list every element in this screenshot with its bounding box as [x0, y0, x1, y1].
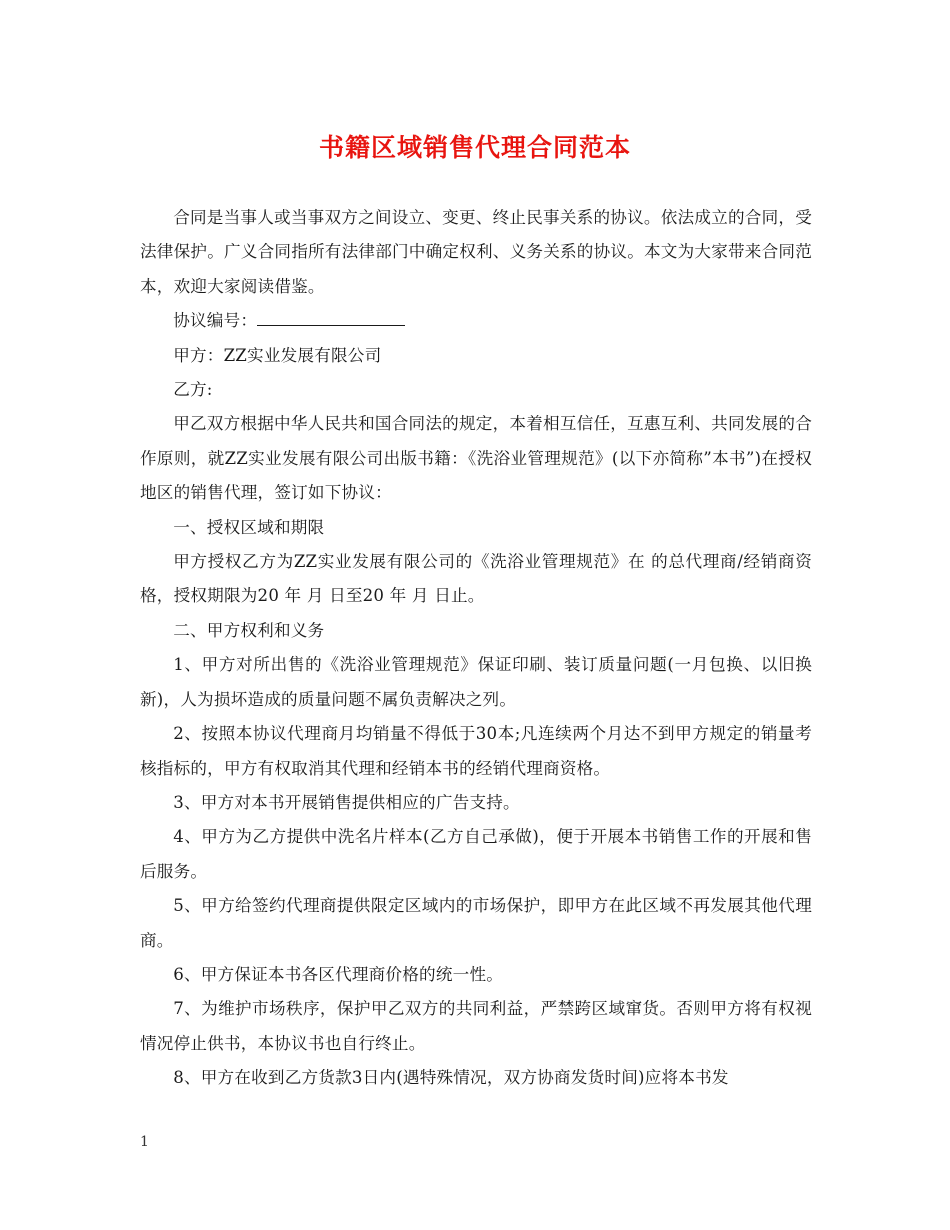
page-number: 1: [140, 1134, 149, 1150]
clause-paragraph: 4、甲方为乙方提供中洗名片样本(乙方自己承做)，便于开展本书销售工作的开展和售后服务。: [140, 827, 812, 881]
clause-paragraph: 3、甲方对本书开展销售提供相应的广告支持。: [173, 792, 520, 812]
clause-paragraph: 8、甲方在收到乙方货款3日内(遇特殊情况，双方协商发货时间)应将本书发: [173, 1068, 729, 1088]
preamble-paragraph: 甲乙双方根据中华人民共和国合同法的规定，本着相互信任，互惠互利、共同发展的合作原则，就ZZ实业发展有限公司出版书籍：《洗浴业管理规范》(以下亦简称”本书”)在授权地区的销售代理，签订如下协议：: [140, 414, 812, 503]
clause-paragraph: 6、甲方保证本书各区代理商价格的统一性。: [173, 964, 504, 984]
clause-paragraph: 5、甲方给签约代理商提供限定区域内的市场保护，即甲方在此区域不再发展其他代理商。: [140, 896, 812, 950]
party-a-line: 甲方：ZZ实业发展有限公司: [173, 345, 382, 365]
agreement-number-label: 协议编号：: [173, 311, 258, 331]
agreement-number-line: [140, 304, 812, 338]
clause-paragraph: 7、为维护市场秩序，保护甲乙双方的共同利益，严禁跨区域窜货。否则甲方将有权视情况停止供书，本协议书也自行终止。: [140, 999, 812, 1053]
section1-heading: 一、授权区域和期限: [173, 517, 325, 537]
section2-heading: 二、甲方权利和义务: [173, 620, 325, 640]
agreement-number-blank: [257, 307, 405, 326]
intro-paragraph: 合同是当事人或当事双方之间设立、变更、终止民事关系的协议。依法成立的合同，受法律保护。广义合同指所有法律部门中确定权利、义务关系的协议。本文为大家带来合同范本，欢迎大家阅读借鉴。: [140, 208, 812, 296]
section1-paragraph: 甲方授权乙方为ZZ实业发展有限公司的《洗浴业管理规范》在 的总代理商/经销商资格，授权期限为20 年 月 日至20 年 月 日止。: [140, 552, 812, 606]
document-body: [140, 201, 812, 1096]
clause-paragraph: 1、甲方对所出售的《洗浴业管理规范》保证印刷、装订质量问题(一月包换、以旧换新)，人为损坏造成的质量问题不属负责解决之列。: [140, 655, 812, 709]
party-b-line: 乙方:: [173, 380, 213, 400]
document-title: 书籍区域销售代理合同范本: [318, 133, 631, 162]
clause-paragraph: 2、按照本协议代理商月均销量不得低于30本;凡连续两个月达不到甲方规定的销量考核指标的，甲方有权取消其代理和经销本书的经销代理商资格。: [140, 724, 812, 778]
